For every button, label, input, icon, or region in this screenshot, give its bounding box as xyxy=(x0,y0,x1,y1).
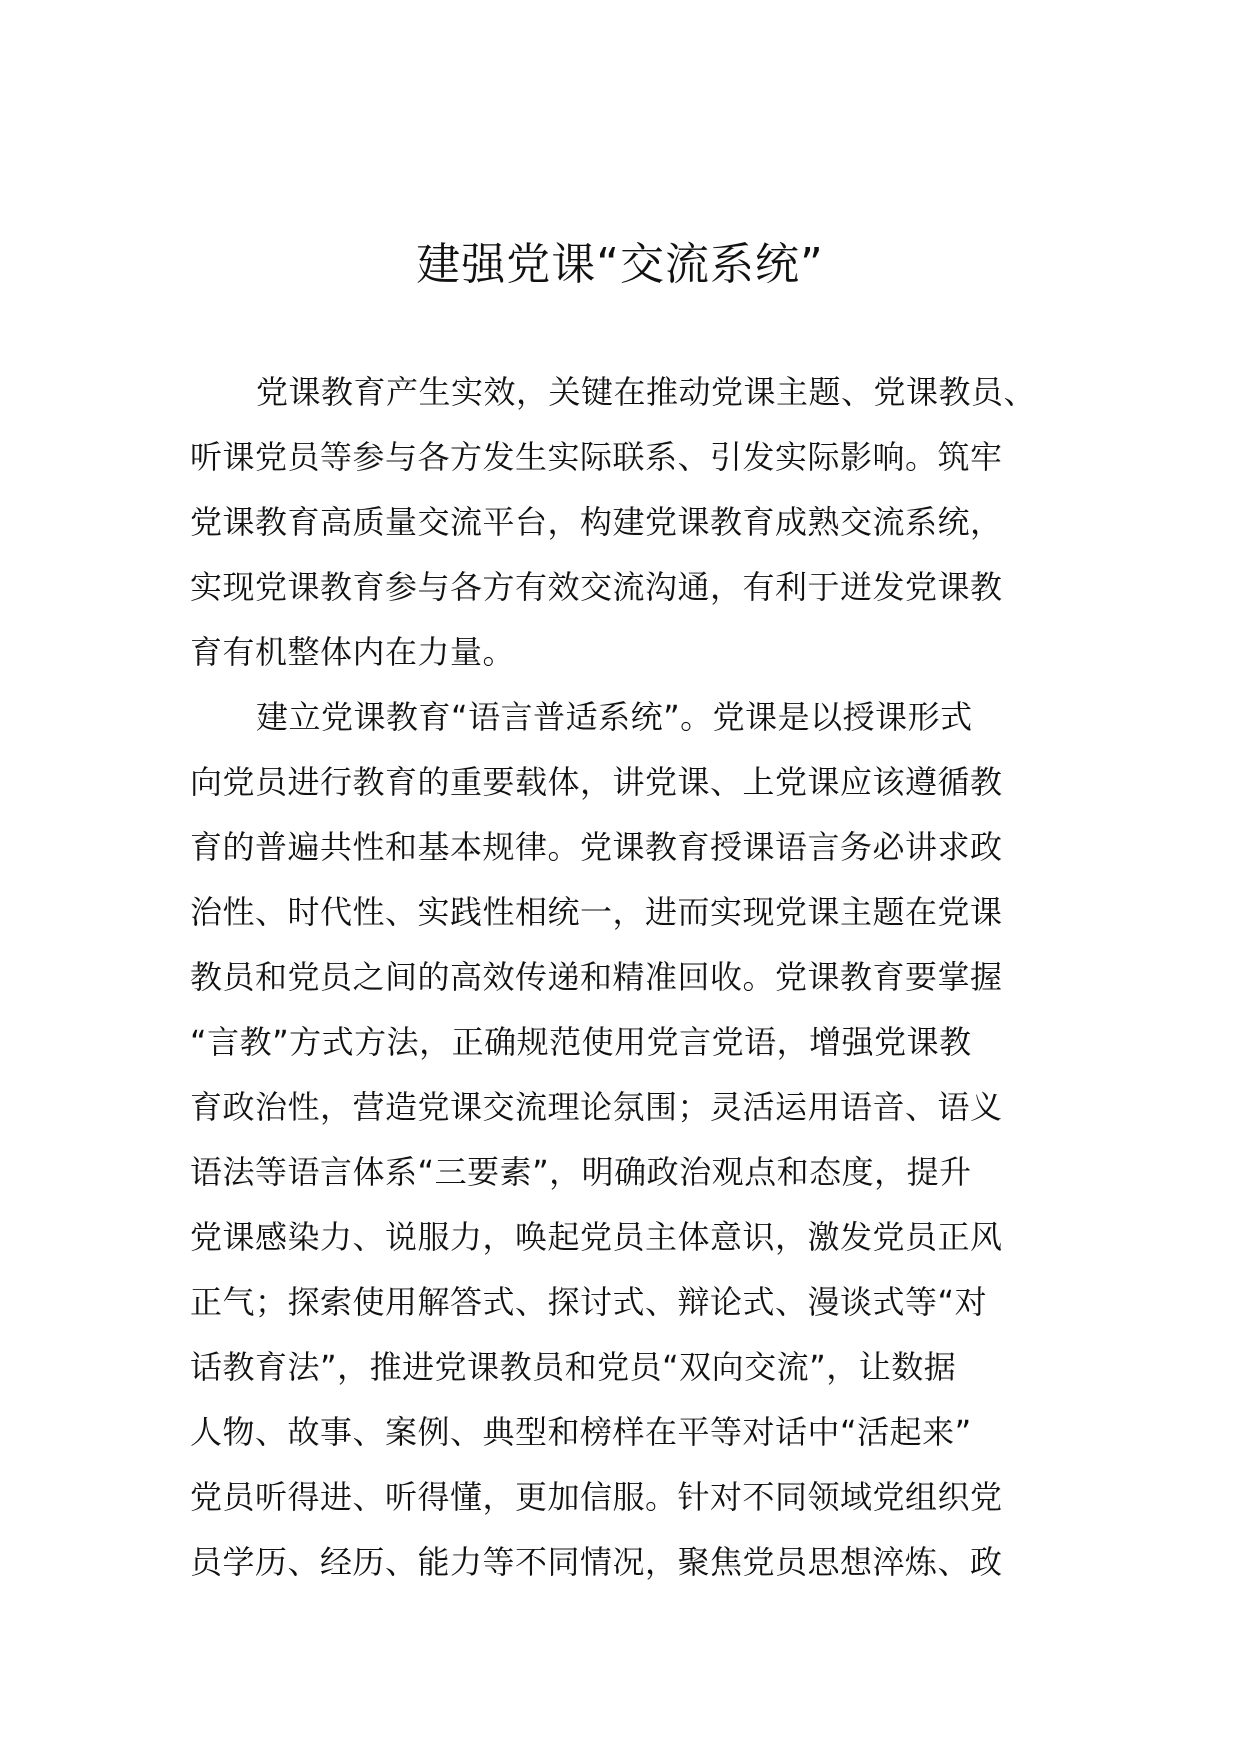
text-line: 员学历、经历、能力等不同情况，聚焦党员思想淬炼、政 xyxy=(190,1543,1003,1581)
text-line: 育政治性，营造党课交流理论氛围；灵活运用语音、语义 xyxy=(190,1088,1003,1126)
body-text xyxy=(190,360,1070,1595)
text-line: “言教”方式方法，正确规范使用党言党语，增强党课教 xyxy=(190,1023,972,1061)
text-line: 语法等语言体系“三要素”，明确政治观点和态度，提升 xyxy=(190,1153,972,1191)
text-line: 正气；探索使用解答式、探讨式、辩论式、漫谈式等“对 xyxy=(190,1283,988,1321)
text-line: 教员和党员之间的高效传递和精准回收。党课教育要掌握 xyxy=(190,958,1003,996)
text-line: 建立党课教育“语言普适系统”。党课是以授课形式 xyxy=(256,698,973,736)
text-line: 育有机整体内在力量。 xyxy=(190,633,516,671)
text-line: 党课感染力、说服力，唤起党员主体意识，激发党员正风 xyxy=(190,1218,1003,1256)
text-line: 党课教育产生实效，关键在推动党课主题、党课教员、 xyxy=(256,373,1037,411)
text-line: 实现党课教育参与各方有效交流沟通，有利于迸发党课教 xyxy=(190,568,1003,606)
text-line: 党课教育高质量交流平台，构建党课教育成熟交流系统， xyxy=(190,503,1003,541)
text-line: 人物、故事、案例、典型和榜样在平等对话中“活起来” xyxy=(190,1413,972,1451)
text-line: 向党员进行教育的重要载体，讲党课、上党课应该遵循教 xyxy=(190,763,1003,801)
text-line: 治性、时代性、实践性相统一，进而实现党课主题在党课 xyxy=(190,893,1003,931)
text-line: 听课党员等参与各方发生实际联系、引发实际影响。筑牢 xyxy=(190,438,1003,476)
page-title: 建强党课“交流系统” xyxy=(416,239,824,290)
text-line: 话教育法”，推进党课教员和党员“双向交流”，让数据 xyxy=(190,1348,957,1386)
text-line: 党员听得进、听得懂，更加信服。针对不同领域党组织党 xyxy=(190,1478,1003,1516)
text-line: 育的普遍共性和基本规律。党课教育授课语言务必讲求政 xyxy=(190,828,1003,866)
